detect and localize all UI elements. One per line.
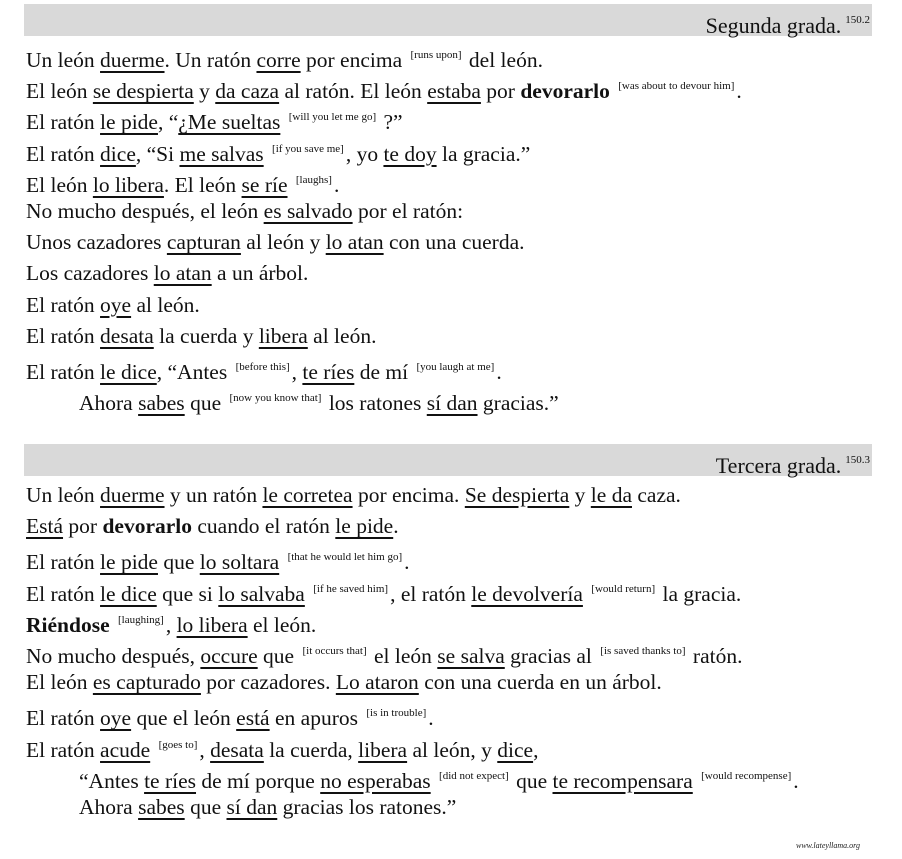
text-run	[110, 613, 115, 637]
underlined-phrase: le pide	[335, 514, 394, 539]
text-run: por encima.	[352, 483, 465, 507]
gloss: [did not expect]	[439, 769, 509, 782]
text-run: , “Antes	[156, 359, 233, 384]
underlined-phrase: sabes	[138, 794, 185, 819]
text-run: que	[157, 550, 200, 575]
story-line	[26, 480, 902, 511]
gloss: [would recompense]	[701, 769, 792, 782]
story-line	[26, 71, 902, 102]
underlined-phrase: lo soltara	[199, 550, 280, 575]
underlined-phrase: corre	[256, 48, 301, 72]
underlined-phrase: sí dan	[426, 391, 478, 416]
underlined-phrase: lo atan	[153, 261, 212, 286]
text-run: que el león	[131, 706, 237, 731]
underlined-phrase: te recompensara	[552, 768, 693, 793]
text-run	[288, 173, 293, 197]
story-line	[26, 352, 902, 383]
story-line	[79, 792, 902, 823]
gloss: [laughing]	[118, 613, 164, 626]
text-run: caza.	[631, 483, 681, 507]
underlined-phrase: le devolvería	[471, 581, 583, 606]
text-run: El ratón	[26, 737, 101, 762]
gloss: [that he would let him go]	[287, 551, 403, 564]
story-line	[26, 321, 902, 352]
gloss: [now you know that]	[229, 392, 322, 405]
text-run: los ratones	[323, 391, 427, 416]
text-run: .	[736, 79, 742, 104]
text-run: .	[404, 550, 410, 575]
story-line	[26, 227, 902, 258]
text-run: de mí porque	[196, 768, 321, 793]
text-run: al león y	[240, 230, 326, 255]
story-line	[26, 258, 902, 289]
text-run: el león	[368, 643, 438, 668]
underlined-phrase: dice	[497, 737, 534, 762]
gloss: [if he saved him]	[313, 582, 389, 595]
text-run: Los cazadores	[26, 261, 154, 286]
underlined-phrase: desata	[100, 323, 154, 348]
text-run: El león	[26, 670, 93, 695]
story-line	[26, 574, 902, 605]
text-run: El ratón	[26, 292, 101, 317]
gloss: [is saved thanks to]	[600, 644, 686, 657]
text-run	[150, 738, 155, 762]
text-run: . El león	[163, 172, 242, 197]
underlined-phrase: es capturado	[92, 670, 201, 695]
underlined-phrase: libera	[358, 737, 408, 762]
story-line	[26, 511, 902, 542]
text-run: gracias los ratones.”	[277, 794, 457, 819]
text-run: El ratón	[26, 323, 101, 348]
text-run: ratón.	[687, 643, 743, 668]
gloss: [before this]	[235, 360, 290, 373]
gloss: [is in trouble]	[366, 707, 427, 720]
gloss: [was about to devour him]	[618, 80, 735, 93]
underlined-phrase: le corretea	[262, 483, 353, 507]
text-run: El león	[26, 172, 93, 197]
underlined-phrase: Está	[26, 514, 64, 539]
underlined-phrase: está	[236, 706, 270, 731]
gloss: [goes to]	[158, 738, 198, 751]
story-line	[26, 698, 902, 729]
underlined-phrase: sabes	[138, 391, 185, 416]
text-run	[305, 582, 310, 606]
text-run: por	[480, 79, 521, 104]
text-run: .	[793, 768, 799, 793]
text-run: , “	[157, 110, 179, 135]
section-header	[24, 444, 872, 476]
story-line	[26, 730, 902, 761]
underlined-phrase: se despierta	[92, 79, 194, 104]
underlined-phrase: no esperabas	[320, 768, 431, 793]
underlined-phrase: se ríe	[241, 172, 288, 197]
text-run: El león	[26, 79, 93, 104]
text-run: , “Si	[135, 141, 180, 166]
bold-phrase: Riéndose	[26, 612, 110, 637]
underlined-phrase: le pide	[100, 110, 158, 135]
underlined-phrase: acude	[100, 737, 151, 762]
story-line	[26, 667, 902, 698]
text-run: en apuros	[269, 706, 364, 731]
story-line	[79, 761, 902, 792]
story-line	[26, 196, 902, 227]
gloss: [will you let me go]	[288, 111, 377, 124]
gloss: [runs upon]	[410, 49, 462, 61]
footer-url: www.lateyllama.org	[796, 841, 860, 850]
text-run: .	[496, 359, 502, 384]
text-run: Ahora	[79, 391, 139, 416]
text-run: al ratón. El león	[279, 79, 428, 104]
gloss: [if you save me]	[272, 142, 344, 155]
text-run: con una cuerda.	[383, 230, 525, 255]
text-run: la cuerda y	[153, 323, 259, 348]
text-run: la gracia.”	[436, 141, 531, 166]
text-run: ,	[165, 612, 177, 637]
underlined-phrase: lo libera	[92, 172, 164, 197]
text-run: gracias al	[504, 643, 598, 668]
text-run: .	[428, 706, 434, 731]
text-run	[280, 110, 285, 134]
text-run: del león.	[463, 48, 543, 72]
story-line	[26, 290, 902, 321]
text-run: ,	[199, 737, 211, 762]
section-number: 150.2	[845, 14, 870, 26]
text-run: la gracia.	[657, 581, 742, 606]
story-line	[79, 383, 902, 414]
underlined-phrase: te doy	[383, 141, 437, 166]
underlined-phrase: Se despierta	[464, 483, 570, 507]
underlined-phrase: lo salvaba	[218, 581, 305, 606]
bold-phrase: devorarlo	[102, 514, 193, 539]
story-line	[26, 636, 902, 667]
underlined-phrase: libera	[258, 323, 308, 348]
underlined-phrase: se salva	[437, 643, 505, 668]
underlined-phrase: es salvado	[263, 198, 353, 223]
underlined-phrase: te ríes	[144, 768, 197, 793]
text-run: por cazadores.	[200, 670, 336, 695]
text-run: El ratón	[26, 581, 101, 606]
text-run: y	[193, 79, 216, 104]
text-run: ,	[533, 737, 539, 762]
story-line	[26, 134, 902, 165]
text-run: con una cuerda en un árbol.	[418, 670, 662, 695]
story-line	[26, 40, 902, 71]
section-number: 150.3	[845, 454, 870, 466]
text-run: , el ratón	[390, 581, 472, 606]
text-run: al león.	[131, 292, 200, 317]
underlined-phrase: ¿Me sueltas	[178, 110, 281, 135]
story-line	[26, 165, 902, 196]
underlined-phrase: le pide	[100, 550, 158, 575]
underlined-phrase: me salvas	[179, 141, 264, 166]
underlined-phrase: oye	[100, 292, 132, 317]
text-run: que	[184, 391, 227, 416]
text-run	[583, 582, 588, 606]
text-run: El ratón	[26, 141, 101, 166]
section-header	[24, 4, 872, 36]
text-run: Unos cazadores	[26, 230, 167, 255]
text-run: No mucho después, el león	[26, 198, 264, 223]
underlined-phrase: oye	[100, 706, 132, 731]
story-line	[26, 102, 902, 133]
text-run: que	[184, 794, 227, 819]
story-lines	[0, 40, 902, 414]
section-title: Tercera grada.	[715, 453, 842, 478]
text-run: ?”	[378, 110, 403, 135]
text-run: .	[333, 172, 340, 197]
text-run: . Un ratón	[164, 48, 257, 72]
underlined-phrase: lo libera	[176, 612, 248, 637]
text-run	[693, 769, 698, 793]
text-run: al león.	[307, 323, 377, 348]
underlined-phrase: sí dan	[226, 794, 278, 819]
text-run	[610, 79, 615, 103]
text-run	[264, 142, 269, 166]
section-segunda-grada	[0, 4, 902, 414]
text-run: el león.	[247, 612, 317, 637]
text-run: por el ratón:	[352, 198, 464, 223]
underlined-phrase: estaba	[427, 79, 481, 104]
text-run: , yo	[345, 141, 384, 166]
text-run: que	[510, 768, 553, 793]
text-run: cuando el ratón	[192, 514, 336, 539]
text-run: la cuerda,	[263, 737, 359, 762]
text-run: ,	[291, 359, 303, 384]
underlined-phrase: desata	[210, 737, 264, 762]
story-lines	[0, 480, 902, 823]
text-run: de mí	[354, 359, 414, 384]
text-run: gracias.”	[477, 391, 559, 416]
underlined-phrase: duerme	[100, 483, 165, 507]
bold-phrase: devorarlo	[520, 79, 610, 104]
text-run: El ratón	[26, 359, 101, 384]
text-run: Un león	[26, 483, 101, 507]
underlined-phrase: Lo ataron	[335, 670, 419, 695]
text-run	[279, 550, 284, 574]
underlined-phrase: le da	[590, 483, 632, 507]
section-title: Segunda grada.	[705, 13, 842, 38]
text-run: que si	[156, 581, 219, 606]
gloss: [it occurs that]	[302, 644, 367, 657]
text-run: por	[63, 514, 103, 539]
text-run: Un león	[26, 48, 101, 72]
underlined-phrase: le dice	[100, 359, 157, 384]
underlined-phrase: lo atan	[325, 230, 384, 255]
gloss: [would return]	[591, 582, 656, 595]
text-run: y un ratón	[164, 483, 263, 507]
underlined-phrase: dice	[100, 141, 136, 166]
story-line	[26, 605, 902, 636]
section-tercera-grada	[0, 444, 902, 823]
underlined-phrase: occure	[200, 643, 258, 668]
gloss: [you laugh at me]	[416, 360, 495, 373]
text-run: al león, y	[407, 737, 498, 762]
text-run: y	[569, 483, 591, 507]
text-run: No mucho después,	[26, 643, 201, 668]
text-run: .	[393, 514, 399, 539]
underlined-phrase: capturan	[166, 230, 241, 255]
underlined-phrase: da caza	[215, 79, 280, 104]
text-run: Ahora	[79, 794, 139, 819]
story-line	[26, 542, 902, 573]
gloss: [laughs]	[295, 173, 332, 186]
text-run: El ratón	[26, 706, 101, 731]
text-run: El ratón	[26, 550, 101, 575]
underlined-phrase: duerme	[100, 48, 165, 72]
underlined-phrase: te ríes	[302, 359, 355, 384]
text-run: a un árbol.	[211, 261, 309, 286]
text-run	[431, 769, 436, 793]
text-run: por encima	[300, 48, 408, 72]
underlined-phrase: le dice	[100, 581, 157, 606]
text-run: que	[257, 643, 300, 668]
text-run: El ratón	[26, 110, 101, 135]
text-run: “Antes	[79, 768, 145, 793]
